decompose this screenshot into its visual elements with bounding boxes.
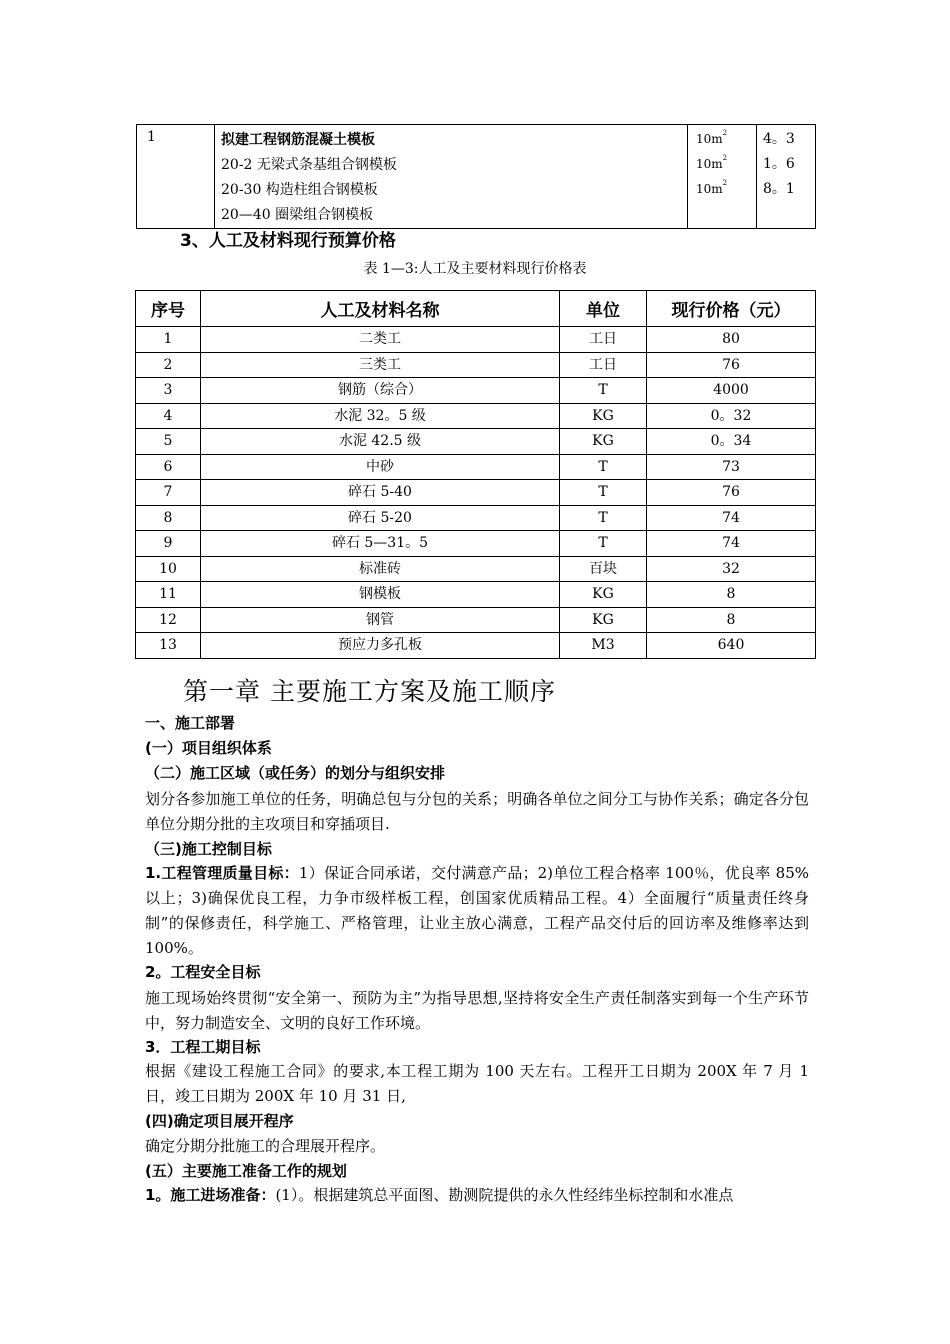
cell-name: 水泥 32。5 级 bbox=[201, 403, 560, 429]
cell-price: 8 bbox=[647, 582, 816, 608]
row-number: 1 bbox=[137, 125, 215, 229]
chapter-title: 第一章 主要施工方案及施工顺序 bbox=[183, 677, 556, 706]
table-row bbox=[136, 556, 816, 582]
cell-name: 碎石 5-40 bbox=[201, 480, 560, 506]
cell-unit: KG bbox=[560, 607, 647, 633]
price-table-body bbox=[136, 327, 816, 659]
cell-number: 9 bbox=[136, 531, 201, 557]
materials-quota-table bbox=[136, 124, 816, 229]
item-line: 20-30 构造柱组合钢模板 bbox=[221, 182, 378, 198]
table-row bbox=[136, 327, 816, 353]
cell-name: 钢管 bbox=[201, 607, 560, 633]
cell-price: 74 bbox=[647, 531, 816, 557]
cell-name: 钢模板 bbox=[201, 582, 560, 608]
item-quantities bbox=[757, 125, 816, 229]
cell-number: 5 bbox=[136, 429, 201, 455]
cell-number: 10 bbox=[136, 556, 201, 582]
item-line: 拟建工程钢筋混凝土模板 bbox=[221, 132, 375, 148]
table-row bbox=[136, 429, 816, 455]
cell-unit: T bbox=[560, 378, 647, 404]
cell-number: 6 bbox=[136, 454, 201, 480]
table-row bbox=[137, 125, 816, 229]
paragraph: 根据《建设工程施工合同》的要求,本工程工期为 100 天左右。工程开工日期为 200X 年 7 月 1 日，竣工日期为 200X 年 10 月 31 日, bbox=[145, 1062, 809, 1105]
cell-number: 2 bbox=[136, 352, 201, 378]
cell-unit: T bbox=[560, 505, 647, 531]
item-units bbox=[688, 125, 757, 229]
subsection-heading: 2。工程安全目标 bbox=[145, 963, 261, 981]
cell-name: 中砂 bbox=[201, 454, 560, 480]
cell-unit: KG bbox=[560, 582, 647, 608]
cell-price: 0。34 bbox=[647, 429, 816, 455]
cell-number: 7 bbox=[136, 480, 201, 506]
cell-unit: 工日 bbox=[560, 352, 647, 378]
cell-price: 76 bbox=[647, 352, 816, 378]
cell-unit: KG bbox=[560, 403, 647, 429]
subsection-heading: (五）主要施工准备工作的规划 bbox=[145, 1162, 347, 1180]
cell-number: 1 bbox=[136, 327, 201, 353]
cell-unit: 百块 bbox=[560, 556, 647, 582]
header-unit: 单位 bbox=[560, 291, 647, 327]
unit-cell: $10m^2$ bbox=[696, 179, 728, 196]
cell-number: 3 bbox=[136, 378, 201, 404]
table-caption: 表 1—3:人工及主要材料现行价格表 bbox=[363, 261, 587, 277]
paragraph-label: 1.工程管理质量目标： bbox=[145, 864, 299, 882]
subsection-heading: (四)确定项目展开程序 bbox=[145, 1112, 294, 1130]
paragraph: 施工现场始终贯彻“安全第一、预防为主”为指导思想,坚持将安全生产责任制落实到每一个生产环节中，努力制造安全、文明的良好工作环境。 bbox=[145, 989, 809, 1032]
table-row bbox=[136, 505, 816, 531]
table-header-row bbox=[136, 291, 816, 327]
item-descriptions bbox=[215, 125, 688, 229]
cell-number: 4 bbox=[136, 403, 201, 429]
paragraph: 划分各参加施工单位的任务，明确总包与分包的关系；明确各单位之间分工与协作关系；确定各分包单位分期分批的主攻项目和穿插项目. bbox=[145, 790, 809, 833]
cell-price: 4000 bbox=[647, 378, 816, 404]
table-row bbox=[136, 582, 816, 608]
cell-price: 80 bbox=[647, 327, 816, 353]
subsection-heading: (一）项目组织体系 bbox=[145, 739, 272, 757]
cell-number: 12 bbox=[136, 607, 201, 633]
header-price: 现行价格（元） bbox=[647, 291, 816, 327]
paragraph: 1.工程管理质量目标：1）保证合同承诺，交付满意产品；2)单位工程合格率 100％，优良率 85%以上；3)确保优良工程，力争市级样板工程，创国家优质精品工程。4）全面履行“质量责任终身制”的保修责任，科学施工、严格管理，让业主放心满意，工程产品交付后的回访率及维修率达到 100%。 bbox=[145, 864, 809, 957]
quantity-cell: 4。3 bbox=[763, 131, 795, 147]
table-row bbox=[136, 531, 816, 557]
cell-name: 预应力多孔板 bbox=[201, 633, 560, 659]
subsection-heading: （二）施工区域（或任务）的划分与组织安排 bbox=[145, 764, 446, 782]
table-row bbox=[136, 480, 816, 506]
cell-name: 标准砖 bbox=[201, 556, 560, 582]
cell-unit: T bbox=[560, 531, 647, 557]
cell-unit: 工日 bbox=[560, 327, 647, 353]
cell-unit: T bbox=[560, 480, 647, 506]
price-table bbox=[135, 290, 816, 659]
cell-price: 76 bbox=[647, 480, 816, 506]
cell-price: 0。32 bbox=[647, 403, 816, 429]
table-row bbox=[136, 352, 816, 378]
table-row bbox=[136, 378, 816, 404]
cell-name: 三类工 bbox=[201, 352, 560, 378]
cell-name: 钢筋（综合） bbox=[201, 378, 560, 404]
cell-name: 二类工 bbox=[201, 327, 560, 353]
table-row bbox=[136, 403, 816, 429]
table-row bbox=[136, 454, 816, 480]
quantity-cell: 8。1 bbox=[763, 181, 795, 197]
quantity-cell: 1。6 bbox=[763, 156, 795, 172]
paragraph: 确定分期分批施工的合理展开程序。 bbox=[145, 1137, 386, 1155]
cell-price: 8 bbox=[647, 607, 816, 633]
item-line: 20-2 无梁式条基组合钢模板 bbox=[221, 157, 397, 173]
cell-unit: T bbox=[560, 454, 647, 480]
unit-cell: $10m^2$ bbox=[696, 129, 728, 146]
cell-price: 74 bbox=[647, 505, 816, 531]
cell-name: 水泥 42.5 级 bbox=[201, 429, 560, 455]
table-row bbox=[136, 607, 816, 633]
cell-name: 碎石 5-20 bbox=[201, 505, 560, 531]
header-name: 人工及材料名称 bbox=[201, 291, 560, 327]
cell-number: 13 bbox=[136, 633, 201, 659]
cell-unit: M3 bbox=[560, 633, 647, 659]
cell-price: 32 bbox=[647, 556, 816, 582]
cell-name: 碎石 5—31。5 bbox=[201, 531, 560, 557]
paragraph: 1。施工进场准备：(1）。根据建筑总平面图、勘测院提供的永久性经纬坐标控制和水准点 bbox=[145, 1186, 734, 1204]
section-heading: 3、人工及材料现行预算价格 bbox=[180, 231, 396, 251]
cell-number: 8 bbox=[136, 505, 201, 531]
section-heading: 一、施工部署 bbox=[145, 714, 236, 732]
cell-price: 73 bbox=[647, 454, 816, 480]
table-row bbox=[136, 633, 816, 659]
paragraph-label: 1。施工进场准备： bbox=[145, 1186, 276, 1204]
cell-unit: KG bbox=[560, 429, 647, 455]
header-number: 序号 bbox=[136, 291, 201, 327]
subsection-heading: （三)施工控制目标 bbox=[145, 840, 272, 858]
cell-price: 640 bbox=[647, 633, 816, 659]
subsection-heading: 3．工程工期目标 bbox=[145, 1038, 261, 1056]
cell-number: 11 bbox=[136, 582, 201, 608]
item-line: 20—40 圈梁组合钢模板 bbox=[221, 207, 374, 223]
unit-cell: $10m^2$ bbox=[696, 154, 728, 171]
